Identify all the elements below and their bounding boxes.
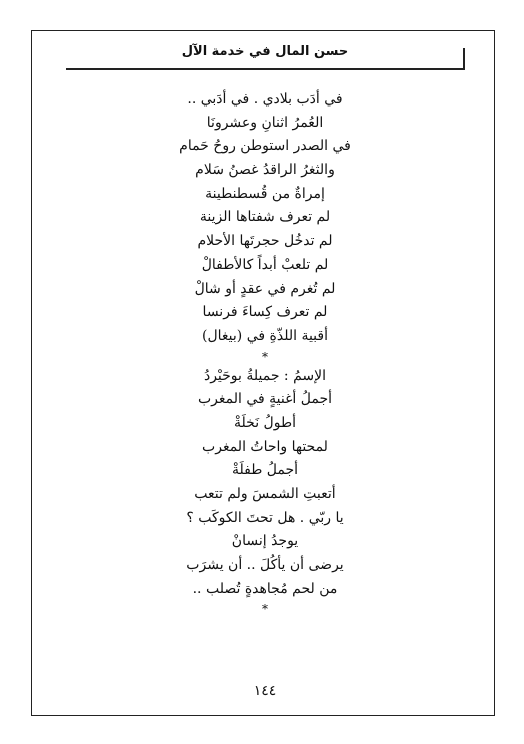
poem-line: أطولُ نَخلَةْ (234, 414, 296, 431)
running-header-title: حسن المال في خدمة الآل (181, 44, 349, 59)
poem-line: أقبية اللذّةِ في (بيغال) (202, 327, 328, 344)
poem-line: أجملُ أغنيةٍ في المغرب (197, 391, 333, 408)
poem-line: لم تُغرم في عقدٍ أو شالْ (194, 280, 336, 297)
poem-line: من لحم مُجاهدةٍ تُصلب .. (192, 580, 338, 597)
poem-line: لم تدخُل حجرتَها الأحلام (197, 233, 333, 250)
poem-line: لمحتها واحاتُ المغرب (202, 438, 328, 455)
poem-line: يوجدُ إنسانْ (231, 533, 299, 550)
header-rule-tick (463, 48, 465, 70)
poem-line: في الصدر استوطن روحُ حَمام (179, 138, 351, 155)
stanza-separator: * (262, 602, 268, 617)
poem-line: والثغرُ الراقدُ غصنُ سَلام (195, 162, 335, 179)
poem-line: الإسمُ : جميلةُ بوحَيْردُ (203, 367, 327, 384)
poem-line: يرضى أن يأكُلَ .. أن يشرَب (186, 557, 344, 574)
poem-line: العُمرُ اثنانِ وعشرونَا (206, 114, 324, 131)
poem-line: أجملُ طفلَةْ (231, 462, 299, 479)
stanza-separator: * (262, 349, 268, 364)
poem-line: لم تعرف كِساءَ فرنسا (202, 304, 328, 321)
poem-line: لم تلعبْ أبداً كالأطفالْ (201, 256, 329, 273)
page-number: ١٤٤ (253, 683, 277, 699)
poem-line: في أدَب بلادي . في أدَبي .. (187, 91, 343, 107)
poem-line: لم تعرف شفتاها الزينة (199, 209, 331, 226)
header-rule (66, 68, 464, 70)
poem-line: يا ربّي . هل تحتَ الكوكَب ؟ (186, 509, 344, 526)
poem (66, 88, 464, 617)
poem-line: أتعبتِ الشمسَ ولم تتعب (194, 486, 336, 502)
poem-line: إمراةٌ من قُسطنطينة (205, 185, 325, 202)
